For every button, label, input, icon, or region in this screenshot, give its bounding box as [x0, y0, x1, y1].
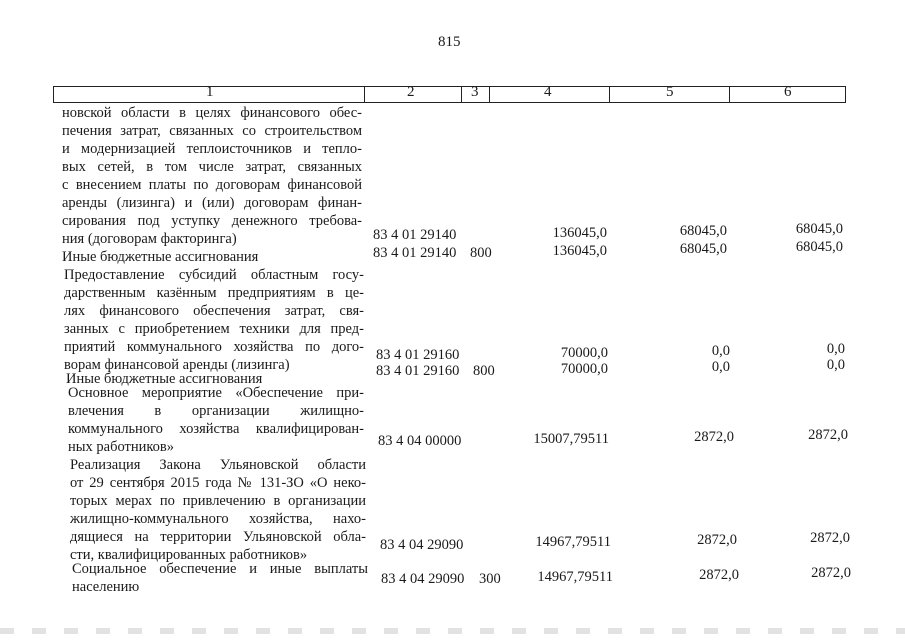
value-col6: 2872,0 — [810, 530, 850, 546]
value-col5: 2872,0 — [697, 532, 737, 548]
value-col5: 68045,0 — [679, 223, 727, 239]
row-name-line: ных работников» — [68, 439, 175, 455]
header-col-4: 4 — [544, 84, 552, 100]
row-name-line: приятий коммунального хозяйства по дого- — [64, 339, 364, 355]
header-divider — [489, 87, 490, 102]
row-name-line: сти, квалифицированных работников» — [70, 547, 308, 563]
row-name-line: населению — [72, 579, 140, 595]
row-name-line: дарственным казённым предприятиям в це- — [64, 285, 364, 301]
page-number: 815 — [438, 34, 461, 50]
header-divider — [729, 87, 730, 102]
header-col-3: 3 — [471, 84, 479, 100]
csr-code: 83 4 01 29160 — [376, 347, 460, 363]
value-col6: 2872,0 — [808, 427, 848, 443]
header-col-2: 2 — [407, 84, 415, 100]
row-name-line: Иные бюджетные ассигнования — [66, 371, 263, 387]
csr-code: 83 4 04 29090 — [380, 537, 464, 553]
header-col-6: 6 — [784, 84, 792, 100]
row-name-line: сирования под уступку денежного требова- — [62, 213, 362, 229]
header-divider — [609, 87, 610, 102]
value-col5: 68045,0 — [679, 241, 727, 257]
row-name-line: жилищно-коммунального хозяйства, нахо- — [70, 511, 366, 527]
row-name-line: Иные бюджетные ассигнования — [62, 249, 259, 265]
value-col5: 0,0 — [711, 359, 730, 375]
value-col4: 70000,0 — [560, 361, 608, 377]
value-col6: 68045,0 — [795, 221, 843, 237]
row-name-line: Реализация Закона Ульяновской области — [70, 457, 366, 473]
row-name-line: коммунального хозяйства квалифицирован- — [68, 421, 364, 437]
csr-code: 83 4 01 29160 — [376, 363, 460, 379]
row-name-line: лях финансового обеспечения затрат, свя- — [64, 303, 364, 319]
row-name-line: торых мерах по привлечению в организации — [70, 493, 366, 509]
row-name-line: ния (договорам факторинга) — [62, 231, 237, 247]
row-name-line: печения затрат, связанных со строительством — [62, 123, 362, 139]
row-name-line: ворам финансовой аренды (лизинга) — [64, 357, 290, 373]
value-col4: 14967,79511 — [537, 569, 613, 585]
value-col6: 0,0 — [826, 341, 845, 357]
row-name-line: вых сетей, в том числе затрат, связанных — [62, 159, 362, 175]
kvr-code: 300 — [479, 571, 501, 587]
row-name-line: занных с приобретением техники для пред- — [64, 321, 364, 337]
header-divider — [364, 87, 365, 102]
row-name-line: от 29 сентября 2015 года № 131-ЗО «О неко- — [70, 475, 366, 491]
value-col5: 2872,0 — [694, 429, 734, 445]
row-name-line: Предоставление субсидий областным госу- — [64, 267, 364, 283]
value-col4: 15007,79511 — [533, 431, 609, 447]
value-col5: 0,0 — [711, 343, 730, 359]
kvr-code: 800 — [470, 245, 492, 261]
csr-code: 83 4 01 29140 — [373, 245, 457, 261]
header-col-1: 1 — [206, 84, 214, 100]
csr-code: 83 4 04 00000 — [378, 433, 462, 449]
csr-code: 83 4 04 29090 — [381, 571, 465, 587]
header-divider — [461, 87, 462, 102]
value-col6: 68045,0 — [795, 239, 843, 255]
row-name-line: Основное мероприятие «Обеспечение при- — [68, 385, 364, 401]
table-header — [53, 86, 846, 103]
row-name-line: дящиеся на территории Ульяновской обла- — [70, 529, 366, 545]
value-col4: 136045,0 — [552, 243, 607, 259]
row-name-line: новской области в целях финансового обес- — [62, 105, 362, 121]
value-col5: 2872,0 — [699, 567, 739, 583]
value-col4: 14967,79511 — [535, 534, 611, 550]
kvr-code: 800 — [473, 363, 495, 379]
value-col4: 136045,0 — [552, 225, 607, 241]
row-name-line: и модернизацией теплоисточников и тепло- — [62, 141, 362, 157]
row-name-line: с внесением платы по договорам финансовой — [62, 177, 362, 193]
value-col6: 0,0 — [826, 357, 845, 373]
csr-code: 83 4 01 29140 — [373, 227, 457, 243]
bottom-bleed-through — [0, 628, 905, 634]
value-col6: 2872,0 — [811, 565, 851, 581]
row-name-line: влечения в организации жилищно- — [68, 403, 364, 419]
header-col-5: 5 — [666, 84, 674, 100]
row-name-line: Социальное обеспечение и иные выплаты — [72, 561, 368, 577]
value-col4: 70000,0 — [560, 345, 608, 361]
row-name-line: аренды (лизинга) и (или) договорам финан- — [62, 195, 362, 211]
